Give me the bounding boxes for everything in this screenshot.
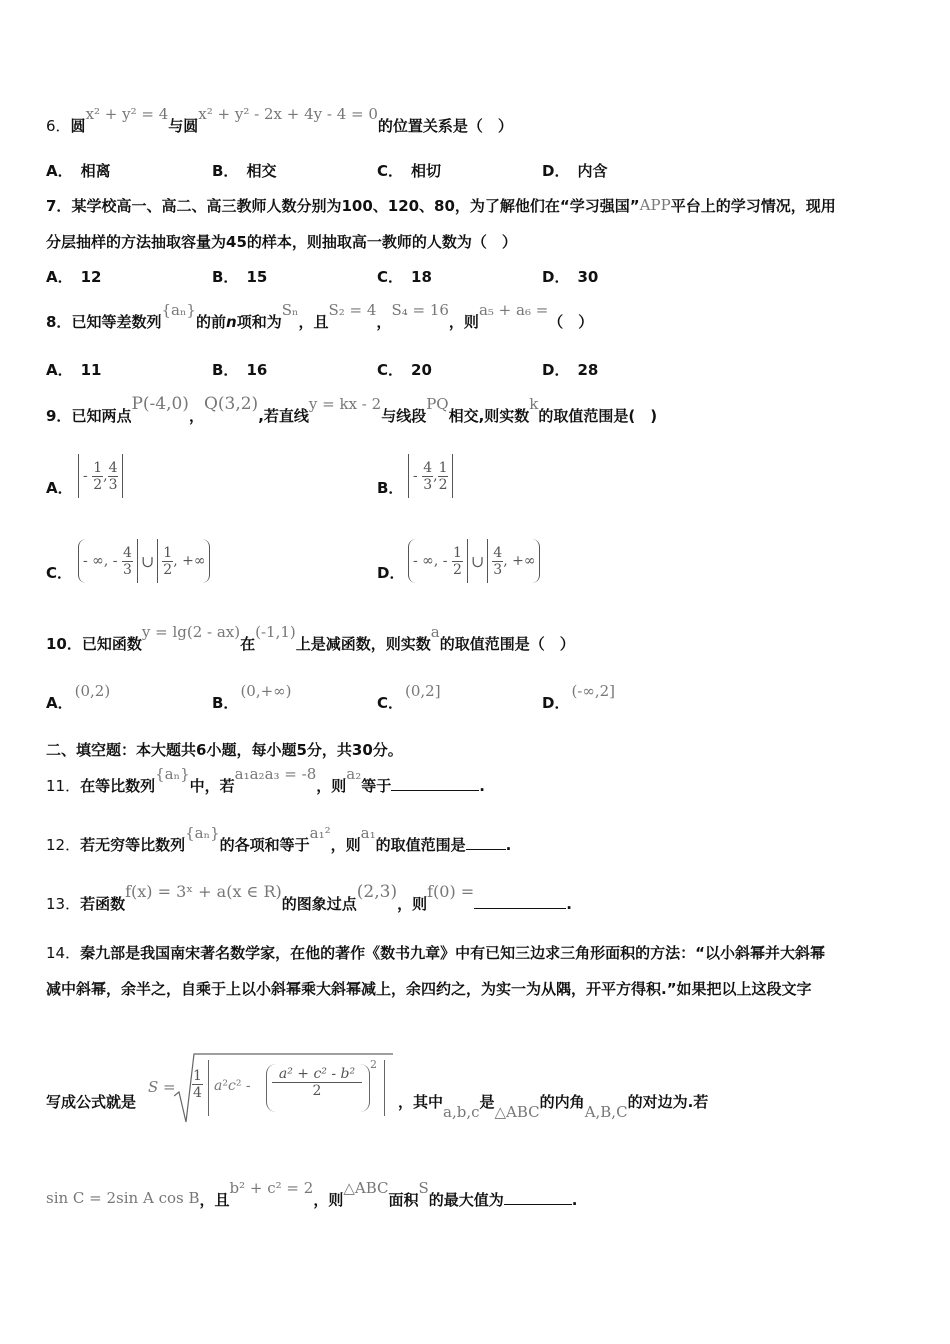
q9-option-c-interval1: - ∞, - $\frac{4}{3}$	[78, 539, 138, 583]
q10-text: 的取值范围是（ ）	[439, 635, 575, 653]
q9-option-a-label[interactable]: A．	[46, 479, 73, 497]
q8-text: ，且	[298, 313, 329, 331]
q9-line-formula: y = kx - 2	[308, 395, 382, 413]
q6-option-b[interactable]: B． 相交	[212, 162, 277, 180]
question-14-line1	[46, 943, 825, 963]
q14-text: .	[571, 1191, 578, 1209]
q14-text: 的最大值为	[428, 1191, 504, 1209]
formula-square: 2	[370, 1058, 377, 1071]
q9-frac: $\frac{4}{3}$	[122, 544, 132, 578]
q13-text: 若函数	[80, 895, 126, 913]
q11-text: ，则	[316, 777, 347, 795]
q10-text: 已知函数	[81, 635, 142, 653]
q9-text: ,若直线	[258, 407, 309, 425]
q9-frac: $\frac{1}{2}$	[452, 544, 462, 578]
q7-text: 某学校高一、高二、高三教师人数分别为100、120、80，为了解他们在“学习强国”	[71, 197, 640, 215]
q9-option-c-expr[interactable]	[78, 539, 210, 583]
q7-option-a[interactable]: A． 12	[46, 268, 102, 286]
q8-sum-formula: Sₙ	[281, 301, 299, 319]
q7-option-d[interactable]: D． 30	[542, 268, 599, 286]
formula-quarter: $\frac{1}{4}$	[193, 1068, 202, 1101]
q9-option-c-label[interactable]: C．	[46, 564, 73, 582]
q6-number: 6．	[46, 117, 71, 135]
q14-sides-abc: a,b,c	[443, 1103, 480, 1121]
question-12	[46, 824, 512, 855]
q13-text: ，则	[397, 895, 428, 913]
q6-circle1-formula: x² + y² = 4	[85, 105, 169, 123]
q13-f0-formula: f(0) =	[427, 882, 475, 901]
q14-s-var: S	[418, 1179, 429, 1197]
q14-where	[398, 1092, 709, 1121]
q12-number: 12．	[46, 836, 81, 854]
question-14-line4	[46, 1179, 578, 1210]
q10-function-formula: y = lg(2 - ax)	[141, 623, 241, 641]
q12-text: 的各项和等于	[219, 836, 310, 854]
q9-point-p: P(-4,0)	[131, 394, 189, 414]
q10-text: 在	[240, 635, 256, 653]
question-8	[46, 301, 594, 332]
q9-frac: $\frac{4}{3}$	[493, 544, 503, 578]
q11-answer-blank[interactable]	[391, 776, 479, 791]
q6-text: 的位置关系是（ ）	[377, 117, 513, 135]
q9-option-d-expr[interactable]	[408, 539, 540, 583]
q8-text: 的前	[195, 313, 226, 331]
q14-text: 秦九部是我国南宋著名数学家，在他的著作《数书九章》中有已知三边求三角形面积的方法：“以小斜幂并大斜幂	[80, 944, 825, 962]
q9-frac: $\frac{1}{2}$	[163, 544, 173, 578]
q9-frac: $\frac{4}{3}$	[423, 459, 433, 493]
q7-option-b[interactable]: B． 15	[212, 268, 268, 286]
q9-option-b-expr[interactable]	[408, 454, 453, 498]
q10-option-d[interactable]: D．(-∞,2]	[542, 682, 616, 712]
q10-interval: (-1,1)	[255, 623, 296, 641]
q13-number: 13．	[46, 895, 81, 913]
q7-text: 平台上的学习情况，现用	[670, 197, 836, 215]
q12-text: .	[505, 836, 512, 854]
q6-option-c[interactable]: C． 相切	[377, 162, 442, 180]
q10-option-c[interactable]: C．(0,2]	[377, 682, 441, 712]
q11-a2-var: a₂	[346, 765, 362, 783]
q9-text: 已知两点	[71, 407, 132, 425]
q14-sin-formula: sin C = 2sin A cos B	[46, 1189, 200, 1207]
q9-frac: $\frac{4}{3}$	[108, 459, 118, 493]
q9-segment-pq: PQ	[426, 395, 449, 413]
q8-text: ，则	[448, 313, 479, 331]
question-10	[46, 623, 575, 654]
q14-text: ，则	[313, 1191, 344, 1209]
q11-text: 在等比数列	[80, 777, 156, 795]
question-14-line2: 减中斜幂，余半之，自乘于上以小斜幂乘大斜幂减上，余四约之，为实一为从隅，开平方得积.”如果把以上这段文字	[46, 980, 812, 998]
q9-text: ，	[188, 407, 204, 425]
q14-text: 是	[479, 1093, 495, 1111]
q8-number: 8．	[46, 313, 72, 331]
q9-option-d-interval1: - ∞, - $\frac{1}{2}$	[408, 539, 468, 583]
q8-text: 已知等差数列	[71, 313, 162, 331]
q11-product-formula: a₁a₂a₃ = -8	[234, 765, 317, 783]
q6-text: 与圆	[168, 117, 199, 135]
q11-number: 11．	[46, 777, 81, 795]
q13-text: .	[566, 895, 572, 913]
union-symbol: ∪	[470, 551, 485, 571]
question-6	[46, 105, 513, 136]
formula-inner-fraction: $\frac{\text{a² + c² - b²}}{2}$	[272, 1066, 362, 1099]
q14-text: 的内角	[539, 1093, 585, 1111]
q14-text: 面积	[388, 1191, 419, 1209]
q8-sequence-formula: {aₙ}	[161, 301, 196, 319]
q11-text: 中，若	[189, 777, 235, 795]
q9-option-b-interval: - $\frac{4}{3}$ , $\frac{1}{2}$	[408, 454, 453, 498]
q8-option-a[interactable]: A． 11	[46, 361, 102, 379]
q13-function-formula: f(x) = 3ˣ + a(x ∈ R)	[125, 882, 282, 901]
q12-text: 的取值范围是	[375, 836, 466, 854]
q14-angles-abc: A,B,C	[584, 1103, 628, 1121]
question-11	[46, 765, 485, 796]
q14-text: ，其中	[398, 1093, 444, 1111]
q8-option-b[interactable]: B． 16	[212, 361, 268, 379]
q8-option-c[interactable]: C． 20	[377, 361, 432, 379]
q14-number: 14．	[46, 944, 81, 962]
q9-text: 与线段	[381, 407, 427, 425]
q10-a-var: a	[430, 623, 440, 641]
q8-s2-formula: S₂ = 4	[328, 301, 377, 319]
q9-text: 相交,则实数	[448, 407, 530, 425]
q9-option-d-label[interactable]: D．	[377, 564, 405, 582]
q8-text: ，	[376, 313, 392, 331]
q7-option-c[interactable]: C． 18	[377, 268, 432, 286]
q13-point: (2,3)	[356, 882, 398, 902]
q6-option-a[interactable]: A． 相离	[46, 162, 111, 180]
q9-option-a-expr[interactable]	[78, 454, 123, 498]
q9-option-b-label[interactable]: B．	[377, 479, 404, 497]
q7-number: 7．	[46, 197, 72, 215]
q11-text: 等于	[361, 777, 392, 795]
q14-area-formula	[148, 1052, 393, 1124]
q9-k-var: k	[529, 395, 539, 413]
q8-s4-formula: S₄ = 16	[391, 301, 449, 319]
q9-frac: $\frac{1}{2}$	[438, 459, 448, 493]
q8-a5a6-formula: a₅ + a₆ =	[478, 301, 549, 319]
q9-text: 的取值范围是( )	[538, 407, 658, 425]
q14-b2c2-formula: b² + c² = 2	[229, 1179, 314, 1197]
question-13	[46, 882, 572, 914]
q14-text: ，且	[199, 1191, 230, 1209]
q13-text: 的图象过点	[281, 895, 357, 913]
q14-answer-blank[interactable]	[504, 1190, 572, 1205]
q9-option-a-interval: - $\frac{1}{2}$ , $\frac{4}{3}$	[78, 454, 123, 498]
q14-triangle-abc: △ABC	[343, 1179, 389, 1197]
q7-app-term: APP	[639, 196, 671, 214]
q12-text: ，则	[330, 836, 361, 854]
formula-s-eq: S =	[148, 1078, 176, 1096]
question-7	[46, 196, 836, 216]
formula-a2c2: a²c² -	[214, 1078, 251, 1094]
q8-n-var: n	[226, 313, 237, 331]
q9-number: 9．	[46, 407, 72, 425]
q8-text: （ ）	[548, 313, 594, 331]
q6-text: 圆	[70, 117, 86, 135]
union-symbol: ∪	[140, 551, 155, 571]
q10-text: 上是减函数，则实数	[295, 635, 431, 653]
q6-option-d[interactable]: D． 内含	[542, 162, 608, 180]
q12-sequence-formula: {aₙ}	[185, 824, 220, 842]
q8-text: 项和为	[236, 313, 282, 331]
q6-circle2-formula: x² + y² - 2x + 4y - 4 = 0	[198, 105, 378, 123]
q12-a1-squared: a₁²	[309, 824, 331, 842]
q14-formula-lead: 写成公式就是	[46, 1093, 137, 1111]
q10-option-a[interactable]: A．(0,2)	[46, 682, 111, 712]
q12-text: 若无穷等比数列	[80, 836, 186, 854]
q14-triangle-abc: △ABC	[494, 1103, 540, 1121]
q13-answer-blank[interactable]	[474, 894, 566, 909]
q7-line2: 分层抽样的方法抽取容量为45的样本，则抽取高一教师的人数为（ ）	[46, 233, 517, 251]
q11-sequence-formula: {aₙ}	[155, 765, 190, 783]
q9-frac: $\frac{1}{2}$	[93, 459, 103, 493]
section-2-heading: 二、填空题：本大题共6小题，每小题5分，共30分。	[46, 741, 403, 759]
q9-option-d-interval2: $\frac{4}{3}$ , +∞	[487, 539, 540, 583]
q9-option-c-interval2: $\frac{1}{2}$ , +∞	[157, 539, 210, 583]
q10-number: 10．	[46, 635, 82, 653]
q10-option-b[interactable]: B．(0,+∞)	[212, 682, 292, 712]
question-9	[46, 394, 658, 426]
q8-option-d[interactable]: D． 28	[542, 361, 599, 379]
q14-text: 的对边为.若	[627, 1093, 709, 1111]
q12-answer-blank[interactable]	[466, 835, 506, 850]
q12-a1-var: a₁	[360, 824, 376, 842]
q11-text: .	[479, 777, 485, 795]
q9-point-q: Q(3,2)	[203, 394, 259, 414]
